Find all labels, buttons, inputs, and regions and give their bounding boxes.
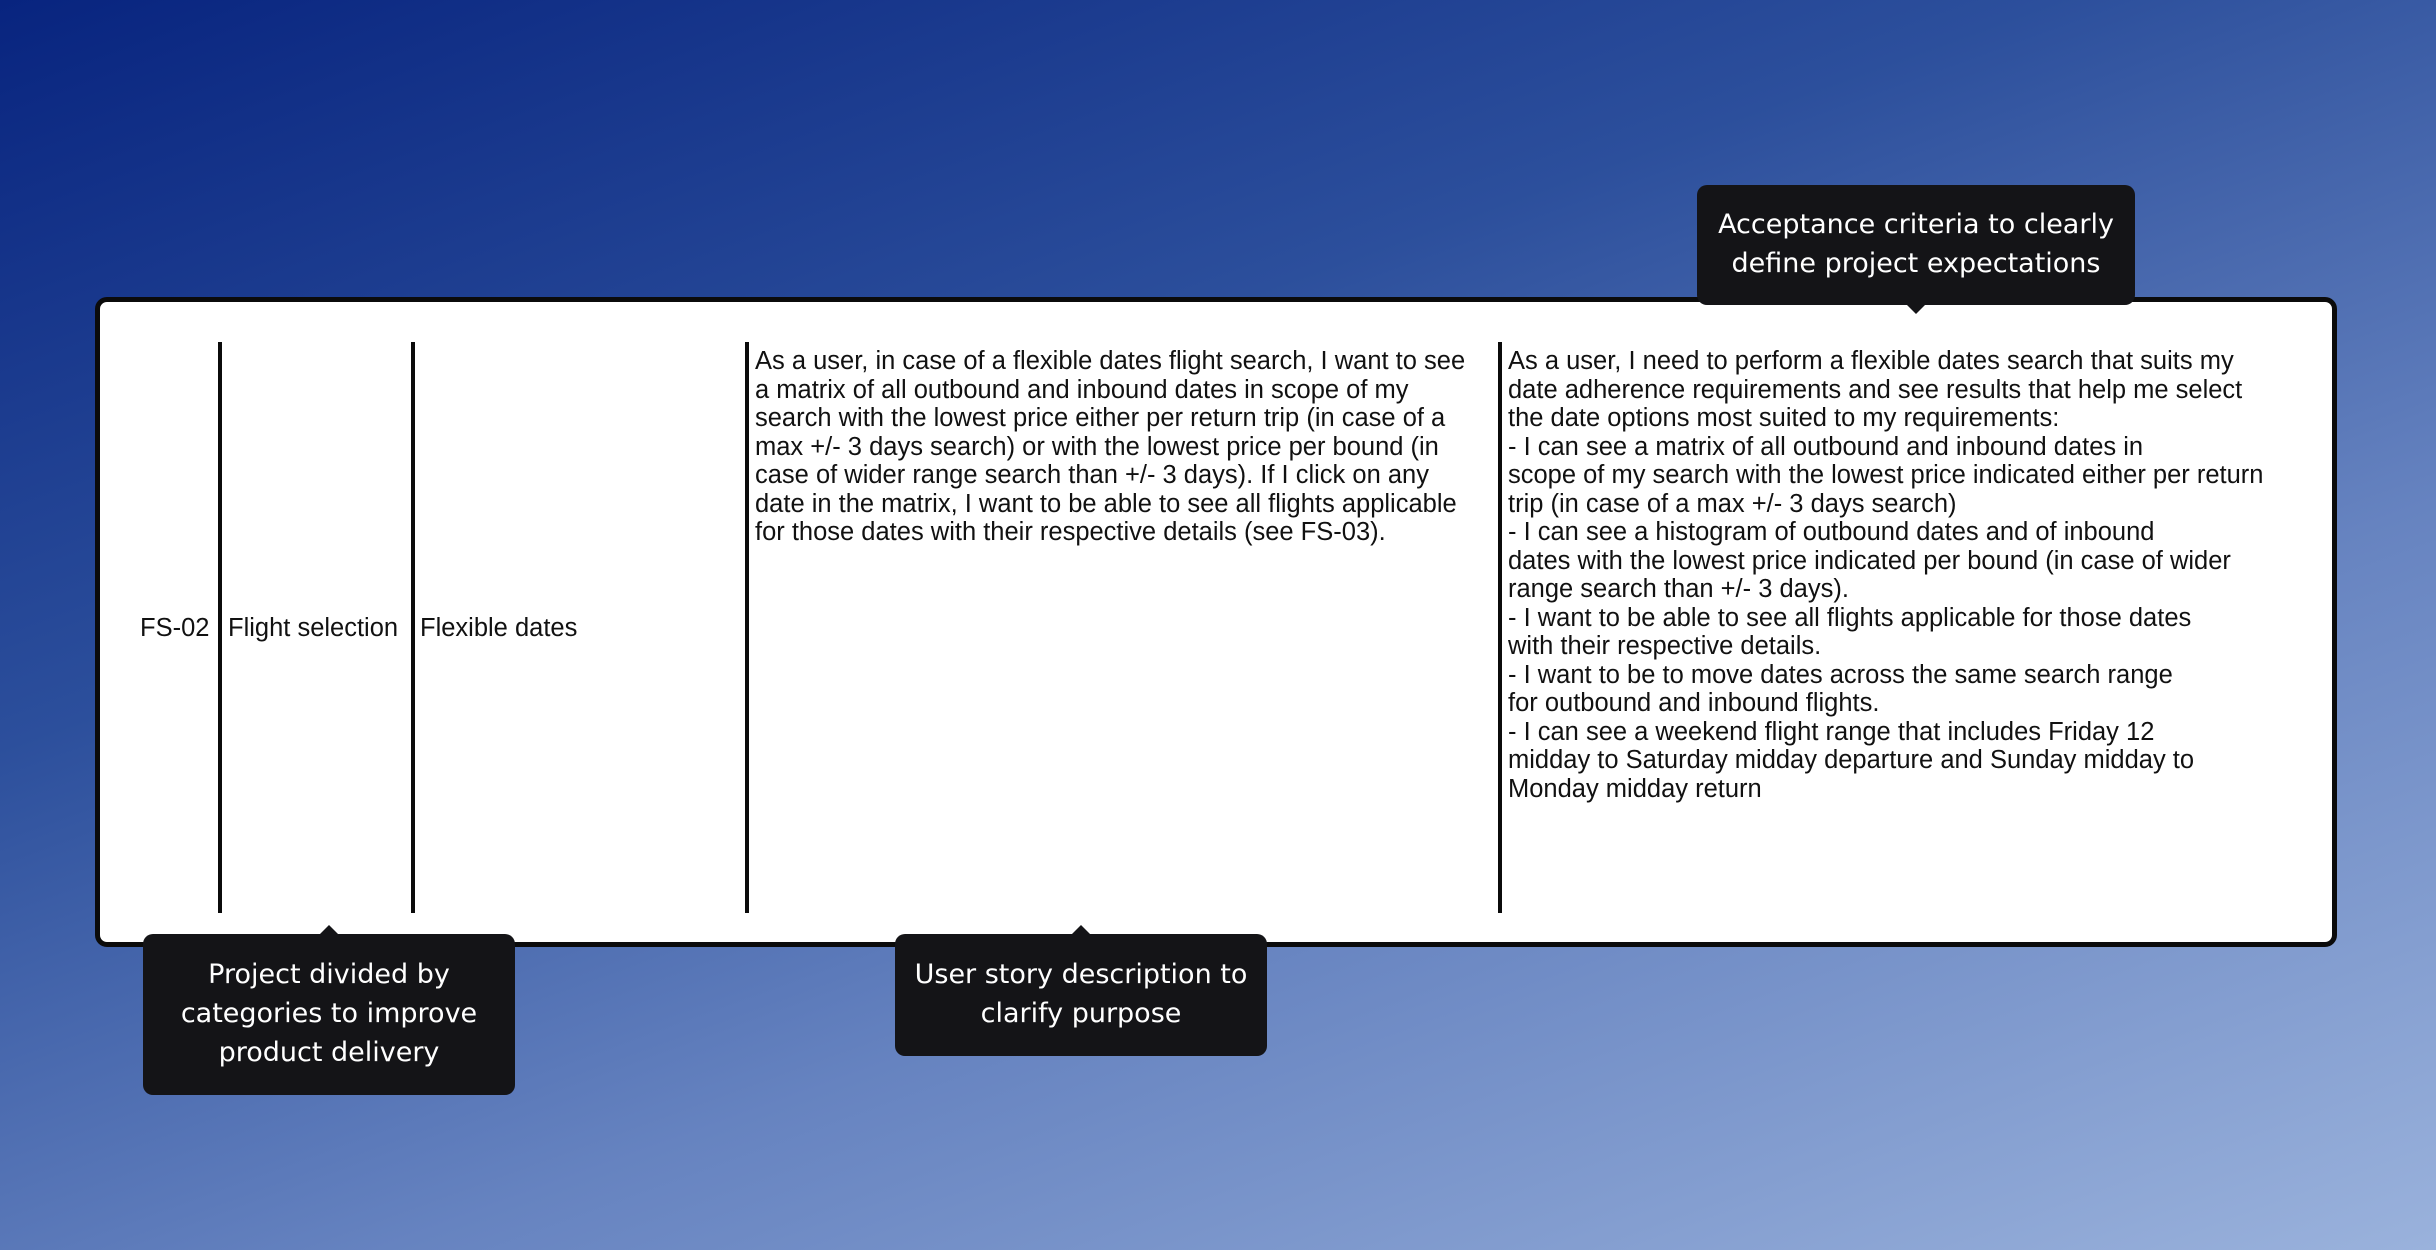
acceptance-line: scope of my search with the lowest price indicated either per return (1508, 461, 2264, 489)
story-id-cell: FS-02 (140, 614, 210, 642)
tooltip-line: Acceptance criteria to clearly (1718, 209, 2114, 240)
acceptance-line: with their respective details. (1508, 632, 1822, 660)
categories-tooltip (143, 934, 515, 1095)
user-story-line: As a user, in case of a flexible dates flight search, I want to see (755, 347, 1466, 375)
tooltip-pointer (320, 925, 338, 934)
tooltip-line: Project divided by (208, 959, 450, 990)
tooltip-line: User story description to (914, 959, 1248, 990)
feature-cell: Flexible dates (420, 614, 578, 642)
column-divider-2 (411, 342, 415, 913)
acceptance-line: Monday midday return (1508, 774, 1762, 803)
acceptance-line: range search than +/- 3 days). (1508, 575, 1849, 603)
tooltip-line: product delivery (218, 1037, 440, 1068)
acceptance-line: trip (in case of a max +/- 3 days search) (1508, 489, 1957, 518)
tooltip-line: define project expectations (1731, 248, 2101, 279)
tooltip-pointer (1072, 925, 1090, 934)
acceptance-line: for outbound and inbound flights. (1508, 689, 1880, 717)
category-cell: Flight selection (228, 614, 399, 642)
tooltip-line: categories to improve (180, 998, 478, 1029)
user-story-line: for those dates with their respective details (see FS-03). (755, 518, 1386, 546)
user-story-row-card (95, 297, 2337, 947)
acceptance-line: - I want to be to move dates across the same search range (1508, 660, 2173, 689)
tooltip-pointer (1907, 305, 1925, 314)
user-story-line: max +/- 3 days search) or with the lowest price per bound (in (755, 432, 1439, 461)
acceptance-line: dates with the lowest price indicated per bound (in case of wider (1508, 546, 2231, 575)
acceptance-criteria-cell (1508, 347, 2263, 803)
tooltip-line: clarify purpose (980, 998, 1182, 1029)
acceptance-criteria-tooltip (1697, 185, 2135, 305)
acceptance-line: midday to Saturday midday departure and Sunday midday to (1508, 746, 2195, 774)
acceptance-line: - I can see a matrix of all outbound and inbound dates in (1508, 432, 2144, 461)
acceptance-line: - I want to be able to see all flights applicable for those dates (1508, 603, 2192, 632)
column-divider-4 (1498, 342, 1502, 913)
user-story-line: search with the lowest price either per return trip (in case of a (755, 404, 1446, 432)
user-story-line: case of wider range search than +/- 3 days). If I click on any (755, 461, 1429, 489)
acceptance-line: date adherence requirements and see results that help me select (1508, 375, 2243, 404)
acceptance-line: - I can see a weekend flight range that includes Friday 12 (1508, 717, 2155, 746)
acceptance-line: - I can see a histogram of outbound dates and of inbound (1508, 518, 2155, 546)
user-story-line: a matrix of all outbound and inbound dates in scope of my (755, 375, 1409, 404)
acceptance-line: As a user, I need to perform a flexible dates search that suits my (1508, 347, 2234, 375)
user-story-tooltip (895, 934, 1267, 1056)
acceptance-line: the date options most suited to my requirements: (1508, 404, 2060, 432)
column-divider-3 (745, 342, 749, 913)
user-story-line: date in the matrix, I want to be able to see all flights applicable (755, 489, 1457, 518)
column-divider-1 (218, 342, 222, 913)
user-story-cell (755, 347, 1465, 547)
